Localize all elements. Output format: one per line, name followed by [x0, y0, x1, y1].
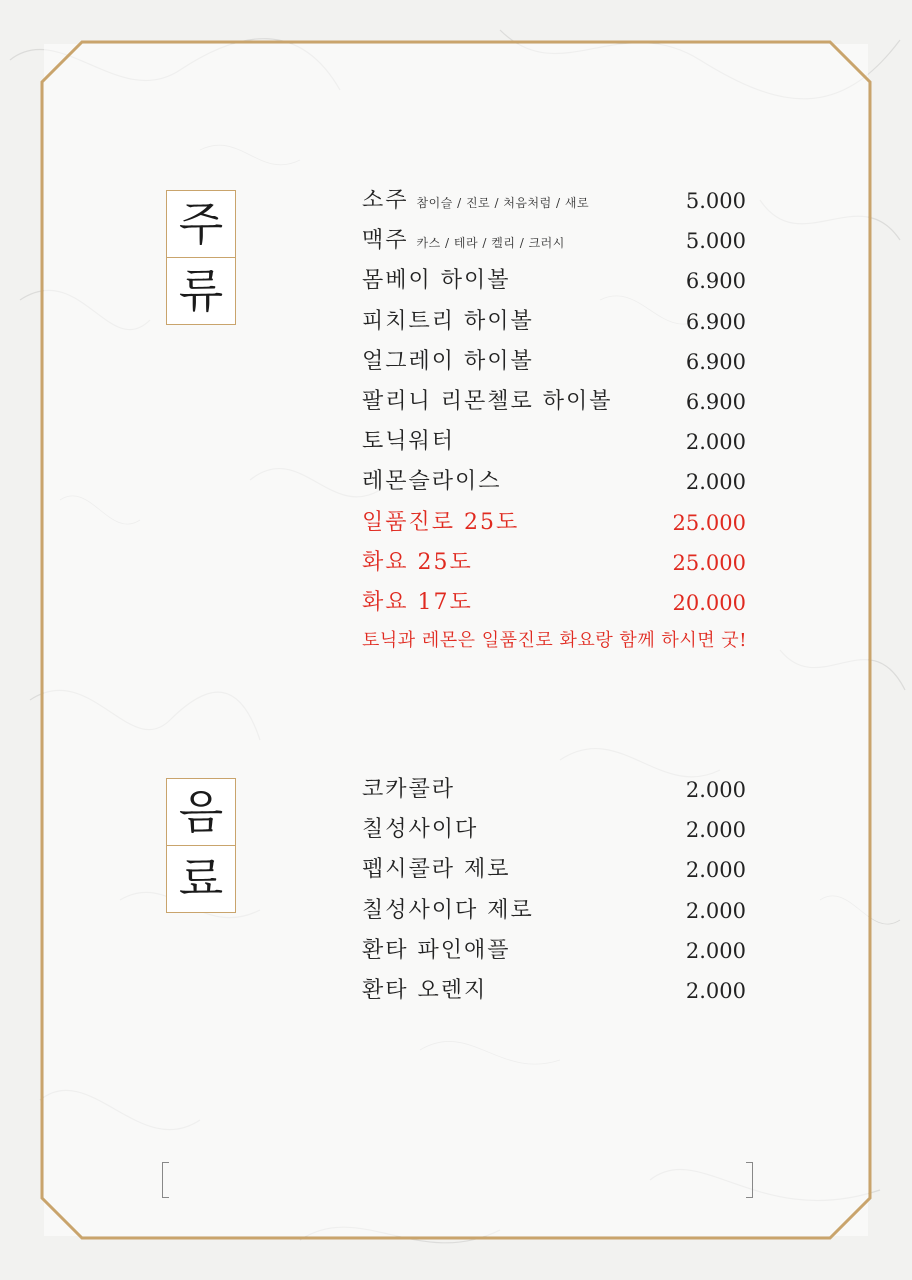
menu-item-beverage-6: [362, 971, 746, 1011]
item-price: 2.000: [685, 470, 746, 495]
item-name: 코카콜라: [362, 777, 456, 802]
item-price: 6.900: [685, 389, 746, 414]
menu-item-premium-3: [362, 583, 746, 623]
liquor-section-title: [166, 190, 236, 325]
beverage-section-title: [166, 778, 236, 913]
bottom-left-bracket: [162, 1162, 169, 1198]
menu-item-soju: [362, 181, 746, 221]
liquor-note: 토닉과 레몬은 일품진로 화요랑 함께 하시면 굿!: [362, 630, 747, 651]
menu-item-beverage-5: [362, 931, 746, 971]
menu-item-highball-3: [362, 342, 746, 382]
item-price: 2.000: [685, 430, 746, 455]
beverage-menu-list: [362, 770, 746, 1011]
menu-item-beverage-3: [362, 850, 746, 890]
item-price: 5.000: [685, 229, 746, 254]
item-name: 피치트리 하이볼: [362, 308, 534, 334]
item-name: 칠성사이다: [362, 817, 479, 843]
item-price: 2.000: [685, 938, 746, 963]
liquor-title-char-2: 류: [167, 257, 235, 324]
item-price: 2.000: [685, 818, 746, 843]
item-name: 얼그레이 하이볼: [362, 348, 534, 374]
item-name: 펩시콜라 제로: [362, 857, 511, 883]
menu-item-beverage-2: [362, 810, 746, 850]
menu-item-highball-2: [362, 302, 746, 342]
item-name: 일품진로 25도: [362, 509, 520, 535]
menu-item-tonic-water: [362, 422, 746, 462]
item-name: 팔리니 리몬첼로 하이볼: [362, 388, 613, 414]
item-name: 맥주: [362, 228, 409, 254]
item-name: 칠성사이다 제로: [362, 897, 534, 923]
item-price: 20.000: [672, 590, 746, 615]
item-price: 6.900: [685, 349, 746, 374]
item-name: 환타 오렌지: [362, 977, 488, 1003]
item-price: 2.000: [685, 858, 746, 883]
liquor-menu-list: [362, 181, 746, 623]
item-price: 5.000: [685, 189, 746, 213]
item-price: 6.900: [685, 269, 746, 294]
item-price: 25.000: [672, 550, 746, 575]
menu-item-highball-4: [362, 382, 746, 422]
beverage-title-char-1: 음: [178, 785, 224, 839]
item-brands: 참이슬 / 진로 / 처음처럼 / 새로: [416, 196, 590, 210]
item-name: 토닉워터: [362, 429, 456, 455]
menu-item-premium-2: [362, 543, 746, 583]
menu-item-beverage-4: [362, 891, 746, 931]
item-price: 2.000: [685, 778, 746, 802]
menu-item-premium-1: [362, 503, 746, 543]
item-name: 몸베이 하이볼: [362, 268, 511, 294]
item-name: 레몬슬라이스: [362, 469, 502, 495]
menu-item-lemon-slice: [362, 462, 746, 502]
item-price: 2.000: [685, 978, 746, 1003]
item-name: 화요 17도: [362, 589, 473, 615]
item-name: 소주: [362, 188, 409, 213]
item-price: 6.900: [685, 309, 746, 334]
liquor-title-char-1: 주: [178, 197, 224, 251]
menu-item-beverage-1: [362, 770, 746, 810]
item-price: 25.000: [672, 510, 746, 535]
menu-item-beer: [362, 221, 746, 261]
item-name: 화요 25도: [362, 549, 473, 575]
beverage-title-char-2: 료: [167, 845, 235, 912]
item-price: 2.000: [685, 898, 746, 923]
item-brands: 카스 / 테라 / 켈리 / 크러시: [416, 236, 565, 251]
item-name: 환타 파인애플: [362, 937, 511, 963]
bottom-right-bracket: [746, 1162, 753, 1198]
menu-item-highball-1: [362, 261, 746, 301]
